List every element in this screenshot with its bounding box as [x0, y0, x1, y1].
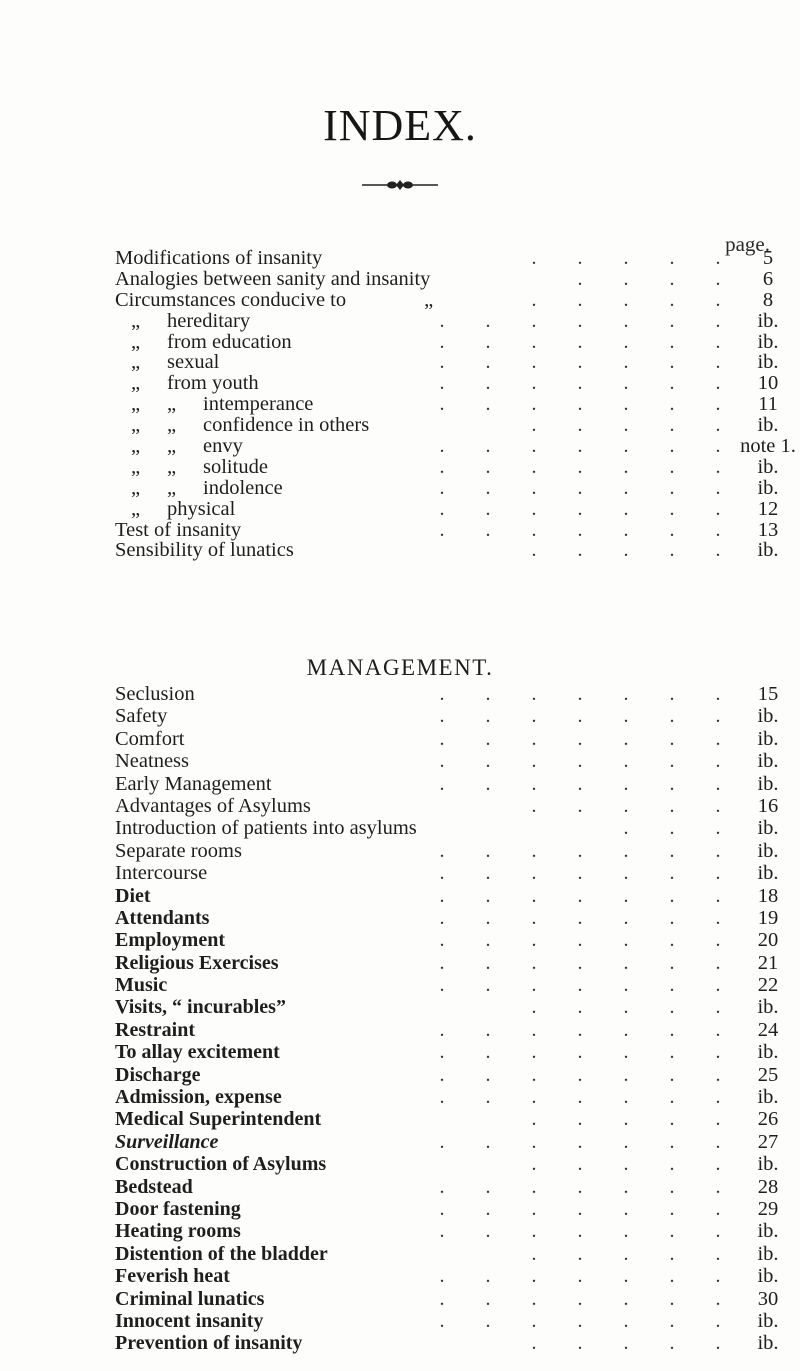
- dot-leaders: . . . . . . .: [439, 974, 721, 997]
- entry-label: [115, 499, 235, 520]
- dot-leaders: . . . . . . .: [439, 455, 721, 478]
- dot-leaders: . . . . . . .: [439, 929, 721, 952]
- entry-page-number: ib.: [757, 862, 779, 885]
- entry-label: [115, 1153, 326, 1175]
- entry-page-number: ib.: [757, 1332, 779, 1355]
- dot-leaders: . . . . . . .: [439, 884, 721, 907]
- entry-text: from youth: [167, 372, 259, 395]
- entry-label: [115, 373, 259, 394]
- entry-label: [115, 795, 311, 817]
- index-entry: [115, 974, 793, 996]
- entry-page-number: ib.: [757, 1265, 779, 1288]
- entry-page-number: 12: [757, 497, 779, 520]
- index-entry: [115, 435, 796, 458]
- entry-text: intemperance: [203, 393, 314, 416]
- entry-page-number: ib.: [757, 839, 779, 862]
- ditto-mark: „: [167, 414, 177, 437]
- entry-label: [115, 1041, 280, 1063]
- entry-text: sexual: [167, 351, 220, 374]
- entry-label: [115, 929, 225, 951]
- index-entry: [115, 885, 793, 907]
- entry-label: [115, 728, 184, 750]
- entry-page-number: 11: [758, 393, 778, 416]
- dot-leaders: . . . . . . .: [439, 1175, 721, 1198]
- dot-leaders: . . . . . . .: [439, 1086, 721, 1109]
- entry-page-number: ib.: [757, 476, 779, 499]
- entry-text: Door fastening: [115, 1197, 241, 1220]
- dot-leaders: . . . . .: [531, 414, 721, 437]
- entry-text: Criminal lunatics: [115, 1287, 265, 1310]
- dot-leaders: . . . . . . .: [439, 518, 721, 541]
- page-column-label: page.: [725, 232, 770, 256]
- entry-label: [115, 1243, 328, 1265]
- entry-text: Diet: [115, 884, 151, 907]
- entry-page-number: 27: [757, 1130, 779, 1153]
- entry-page-number: 19: [757, 906, 779, 929]
- entry-label: [115, 457, 268, 478]
- index-entry: [115, 996, 793, 1018]
- index-entry: [115, 1243, 793, 1265]
- dot-leaders: . . . . .: [531, 539, 721, 562]
- index-entry: [115, 1265, 793, 1287]
- entry-label: [115, 1131, 218, 1153]
- entry-page-number: ib.: [757, 996, 779, 1019]
- ornament-divider-icon: [360, 178, 440, 192]
- entry-page-number: 5: [762, 247, 774, 269]
- entry-label: [115, 974, 167, 996]
- entry-text: Separate rooms: [115, 839, 242, 862]
- entry-page-number: ib.: [757, 330, 779, 353]
- index-entry: [115, 332, 793, 353]
- index-entry: [115, 1310, 793, 1332]
- entry-text: Medical Superintendent: [115, 1108, 322, 1131]
- entry-label: [115, 996, 286, 1018]
- index-entry: [115, 1064, 793, 1086]
- dot-leaders: . . . .: [577, 267, 721, 290]
- entry-page-number: ib.: [757, 817, 779, 840]
- entry-page-number: ib.: [757, 1153, 779, 1176]
- index-entry: [115, 311, 793, 332]
- index-entry: [115, 1332, 793, 1354]
- entry-text: Prevention of insanity: [115, 1332, 303, 1355]
- entry-text: Comfort: [115, 727, 185, 750]
- index-entry: [115, 952, 793, 974]
- dot-leaders: . . . . .: [531, 247, 721, 269]
- dot-leaders: . . . . . . .: [439, 772, 721, 795]
- ditto-mark: „: [131, 351, 141, 374]
- entry-label: [115, 311, 250, 332]
- entry-page-number: 8: [762, 288, 774, 311]
- entry-page-number: 10: [757, 372, 779, 395]
- entry-page-number: 21: [757, 951, 779, 974]
- entry-text: Bedstead: [115, 1175, 193, 1198]
- entry-page-number: ib.: [757, 351, 779, 374]
- index-entry: [115, 1086, 793, 1108]
- entry-text: Analogies between sanity and insanity: [115, 267, 431, 290]
- entry-page-number: ib.: [757, 1086, 779, 1109]
- index-entry: [115, 817, 793, 839]
- entry-label: [115, 1064, 201, 1086]
- entry-text: from education: [167, 330, 292, 353]
- entry-text: Innocent insanity: [115, 1309, 264, 1332]
- dot-leaders: . . . . . . .: [439, 372, 721, 395]
- entry-text: Sensibility of lunatics: [115, 539, 294, 562]
- entry-text: Feverish heat: [115, 1265, 230, 1288]
- index-entry: [115, 499, 793, 520]
- entry-page-number: 28: [757, 1175, 779, 1198]
- dot-leaders: . . . . . . .: [439, 705, 721, 728]
- dot-leaders: . . . . . . .: [439, 1018, 721, 1041]
- section-heading-management: MANAGEMENT.: [306, 655, 494, 680]
- entry-text: Construction of Asylums: [115, 1153, 327, 1176]
- entry-label: [115, 352, 219, 373]
- entry-label: [115, 1019, 195, 1041]
- index-entry: [115, 1153, 793, 1175]
- ditto-mark: „: [167, 393, 177, 416]
- index-entry: [115, 705, 793, 727]
- entry-page-number: 25: [757, 1063, 779, 1086]
- entry-text: Heating rooms: [115, 1220, 241, 1243]
- entry-label: [115, 840, 242, 862]
- ditto-mark: „: [131, 497, 141, 520]
- entry-label: [115, 290, 433, 311]
- entry-label: [115, 1310, 263, 1332]
- ditto-mark: „: [131, 393, 141, 416]
- entry-text: To allay excitement: [115, 1041, 280, 1064]
- dot-leaders: . . . . . . .: [439, 727, 721, 750]
- index-entry: [115, 840, 793, 862]
- entry-page-number: ib.: [757, 539, 779, 562]
- dot-leaders: . . . . . . .: [439, 951, 721, 974]
- dot-leaders: . . . . . . .: [439, 1309, 721, 1332]
- entry-label: [115, 394, 313, 415]
- dot-leaders: . . . . .: [531, 1242, 721, 1265]
- index-entry: [115, 1288, 793, 1310]
- ditto-mark: „: [131, 455, 141, 478]
- entry-label: [115, 1332, 302, 1354]
- entry-text: Modifications of insanity: [115, 247, 323, 269]
- dot-leaders: . . . . . . .: [439, 839, 721, 862]
- dot-leaders: . . . . . . .: [439, 1041, 721, 1064]
- entry-page-number: ib.: [757, 1220, 779, 1243]
- ditto-mark: „: [424, 288, 434, 311]
- entry-text: Employment: [115, 929, 225, 952]
- ditto-mark: „: [167, 435, 177, 458]
- dot-leaders: . . . . .: [531, 794, 721, 817]
- entry-page-number: ib.: [757, 1041, 779, 1064]
- entry-page-number: 6: [762, 267, 774, 290]
- entry-page-number: note 1.: [740, 435, 796, 458]
- dot-leaders: . . . . . . .: [439, 862, 721, 885]
- entry-text: Restraint: [115, 1018, 195, 1041]
- entry-label: [115, 862, 207, 884]
- entry-text: indolence: [203, 476, 283, 499]
- entry-label: [115, 817, 417, 839]
- index-entry: [115, 373, 793, 394]
- index-entry: [115, 795, 793, 817]
- entry-page-number: 13: [757, 518, 779, 541]
- index-entry: [115, 1131, 793, 1153]
- entry-text: Music: [115, 974, 168, 997]
- index-entry: [115, 540, 793, 561]
- index-entry: [115, 728, 793, 750]
- index-entry: [115, 394, 793, 415]
- entry-label: [115, 332, 292, 353]
- entry-text: physical: [167, 497, 236, 520]
- entry-page-number: 30: [757, 1287, 779, 1310]
- entry-label: [115, 415, 369, 436]
- dot-leaders: . . . . .: [531, 288, 721, 311]
- ditto-mark: „: [131, 476, 141, 499]
- entry-page-number: 22: [757, 974, 779, 997]
- dot-leaders: . . . . . . .: [439, 683, 721, 705]
- entry-page-number: 18: [757, 884, 779, 907]
- entry-label: [115, 885, 151, 907]
- entry-text: hereditary: [167, 309, 251, 332]
- dot-leaders: . . . . .: [531, 996, 721, 1019]
- dot-leaders: . . . . . . .: [439, 1130, 721, 1153]
- entry-label: [115, 1176, 193, 1198]
- dot-leaders: . . . . . . .: [439, 1287, 721, 1310]
- entry-text: Visits, “ incurables”: [115, 996, 286, 1019]
- entry-label: [115, 705, 167, 727]
- entry-label: [115, 683, 195, 705]
- entry-page-number: 15: [757, 683, 779, 705]
- entry-page-number: ib.: [757, 772, 779, 795]
- entry-label: [115, 436, 243, 457]
- entry-label: [115, 1220, 241, 1242]
- index-entry: [115, 1041, 793, 1063]
- entry-page-number: ib.: [757, 727, 779, 750]
- entry-text: Religious Exercises: [115, 951, 279, 974]
- entry-label: [115, 520, 241, 541]
- entry-label: [115, 540, 294, 561]
- dot-leaders: . . . . . . .: [439, 476, 721, 499]
- entry-page-number: 29: [757, 1197, 779, 1220]
- entry-page-number: 24: [757, 1018, 779, 1041]
- dot-leaders: . . . . . . .: [439, 1063, 721, 1086]
- ditto-mark: „: [167, 476, 177, 499]
- index-entry: [115, 352, 793, 373]
- dot-leaders: . . . . . . .: [439, 906, 721, 929]
- entry-page-number: ib.: [757, 455, 779, 478]
- entry-label: [115, 1265, 230, 1287]
- entry-page-number: ib.: [757, 750, 779, 773]
- entry-label: [115, 1086, 282, 1108]
- ditto-mark: „: [131, 309, 141, 332]
- index-entry: [115, 478, 793, 499]
- dot-leaders: . . . . . . .: [439, 750, 721, 773]
- index-entry: [115, 290, 793, 311]
- entry-text: confidence in others: [203, 414, 370, 437]
- entry-text: Neatness: [115, 750, 190, 773]
- entry-label: [115, 1108, 321, 1130]
- index-entry: [115, 1176, 793, 1198]
- entry-page-number: 16: [757, 794, 779, 817]
- entry-label: [115, 269, 430, 290]
- index-entry: [115, 929, 793, 951]
- ditto-mark: „: [131, 435, 141, 458]
- page-title: INDEX.: [323, 101, 477, 150]
- entry-text: Intercourse: [115, 862, 208, 885]
- dot-leaders: . . .: [623, 817, 721, 840]
- entry-text: Early Management: [115, 772, 272, 795]
- entry-label: [115, 907, 209, 929]
- dot-leaders: . . . . . . .: [439, 1265, 721, 1288]
- entry-text: Advantages of Asylums: [115, 794, 311, 817]
- index-entry: [115, 683, 793, 705]
- index-entry: [115, 457, 793, 478]
- entry-text: Circumstances conducive to: [115, 288, 347, 311]
- index-entry: [115, 773, 793, 795]
- index-entry: [115, 1220, 793, 1242]
- index-entry: [115, 1019, 793, 1041]
- entry-text: Test of insanity: [115, 518, 242, 541]
- entry-page-number: ib.: [757, 1309, 779, 1332]
- dot-leaders: . . . . .: [531, 1153, 721, 1176]
- entry-label: [115, 478, 283, 499]
- entry-page-number: 20: [757, 929, 779, 952]
- entry-label: [115, 1288, 264, 1310]
- entry-label: [115, 750, 189, 772]
- entry-text: envy: [203, 435, 243, 458]
- entry-text: Seclusion: [115, 683, 195, 705]
- entry-text: Surveillance: [115, 1130, 219, 1153]
- entry-page-number: 26: [757, 1108, 779, 1131]
- dot-leaders: . . . . . . .: [439, 1197, 721, 1220]
- entry-text: Introduction of patients into asylums: [115, 817, 417, 840]
- entry-label: [115, 248, 322, 269]
- index-section-general: [115, 247, 796, 562]
- index-entry: [115, 269, 793, 290]
- index-entry: [115, 862, 793, 884]
- index-entry: [115, 907, 793, 929]
- ditto-mark: „: [131, 372, 141, 395]
- entry-text: Admission, expense: [115, 1086, 282, 1109]
- entry-label: [115, 952, 279, 974]
- index-entry: [115, 520, 793, 541]
- index-entry: [115, 415, 793, 436]
- dot-leaders: . . . . . . .: [439, 435, 721, 458]
- ditto-mark: „: [131, 414, 141, 437]
- ditto-mark: „: [131, 330, 141, 353]
- entry-text: Discharge: [115, 1063, 201, 1086]
- dot-leaders: . . . . . . .: [439, 393, 721, 416]
- entry-text: Attendants: [115, 906, 210, 929]
- index-entry: [115, 750, 793, 772]
- entry-text: solitude: [203, 455, 268, 478]
- entry-page-number: ib.: [757, 309, 779, 332]
- entry-page-number: ib.: [757, 1242, 779, 1265]
- entry-text: Safety: [115, 705, 168, 728]
- index-entry: [115, 248, 793, 269]
- dot-leaders: . . . . . . .: [439, 497, 721, 520]
- ditto-mark: „: [167, 455, 177, 478]
- index-entry: [115, 1108, 793, 1130]
- dot-leaders: . . . . . . .: [439, 1220, 721, 1243]
- entry-page-number: ib.: [757, 705, 779, 728]
- dot-leaders: . . . . . . .: [439, 351, 721, 374]
- entry-label: [115, 1198, 241, 1220]
- dot-leaders: . . . . . . .: [439, 330, 721, 353]
- entry-label: [115, 773, 272, 795]
- entry-text: Distention of the bladder: [115, 1242, 328, 1265]
- index-section-management: [115, 683, 793, 1355]
- entry-page-number: ib.: [757, 414, 779, 437]
- dot-leaders: . . . . . . .: [439, 309, 721, 332]
- index-entry: [115, 1198, 793, 1220]
- dot-leaders: . . . . .: [531, 1108, 721, 1131]
- dot-leaders: . . . . .: [531, 1332, 721, 1355]
